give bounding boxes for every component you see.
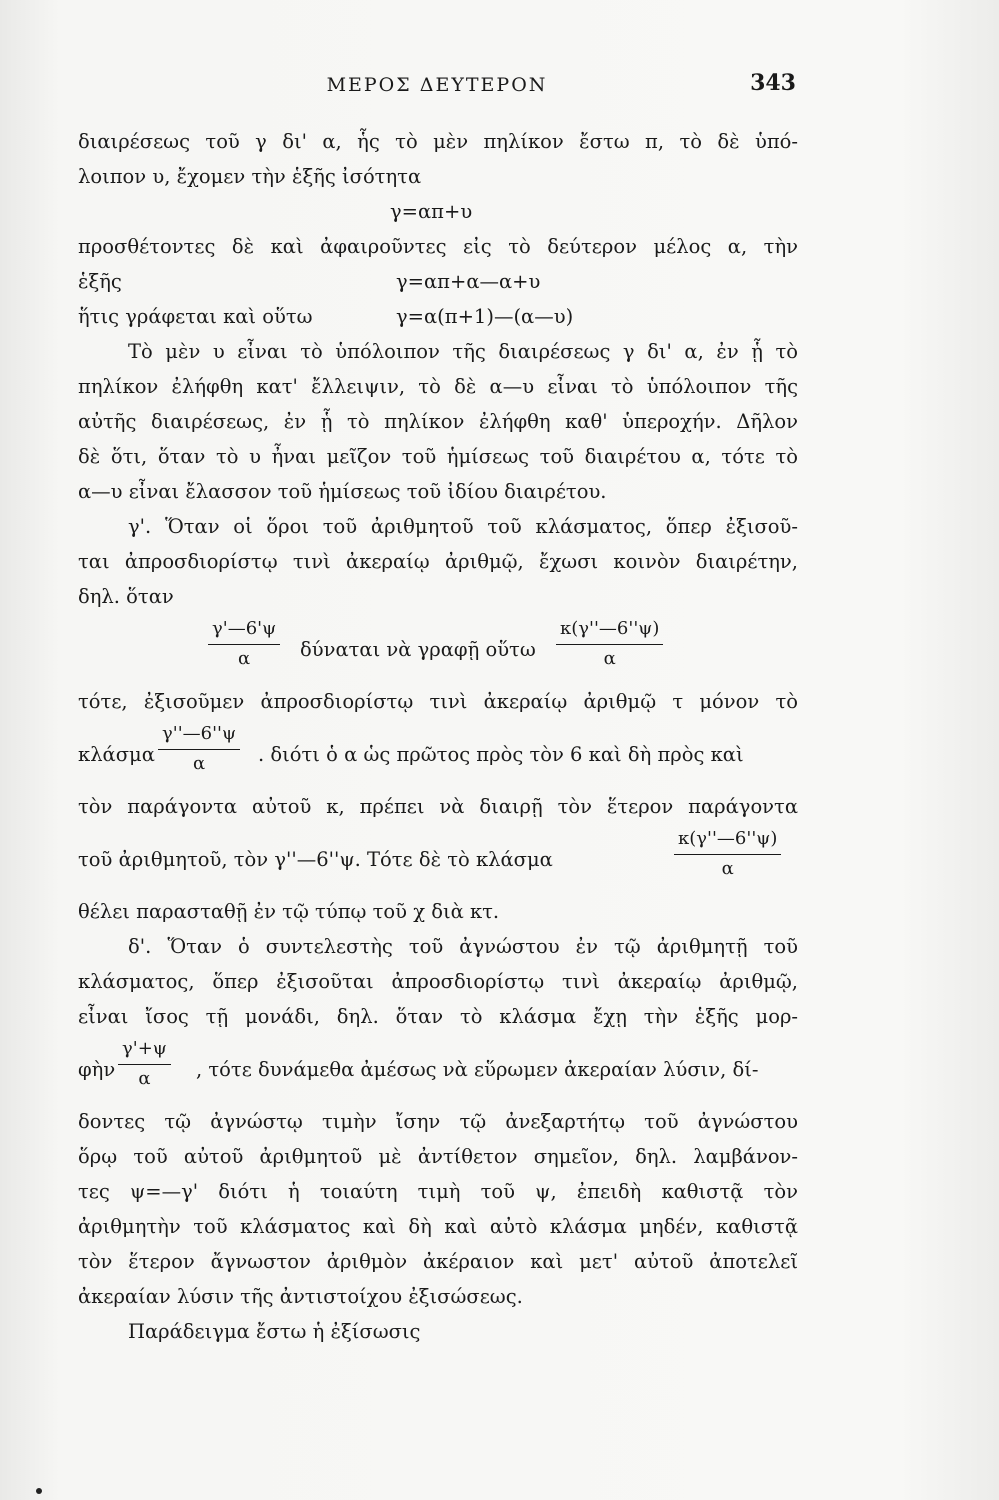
text-fragment: ἑξῆς (78, 270, 122, 293)
fraction-denominator: α (603, 648, 616, 669)
text-line: προσθέτοντες δὲ καὶ ἀφαιροῦντες εἰς τὸ δεύτερον μέλος α, τὴν (78, 235, 798, 258)
text-line: δ'. Ὅταν ὁ συντελεστὴς τοῦ ἀγνώστου ἐν τῷ ἀριθμητῇ τοῦ (128, 935, 798, 958)
page-number: 343 (750, 70, 796, 96)
text-line: αὐτῆς διαιρέσεως, ἐν ᾗ τὸ πηλίκον ἐλήφθη καθ' ὑπεροχήν. Δῆλον (78, 410, 798, 433)
fraction-numerator: κ(γ''—6''ψ) (556, 614, 663, 645)
text-line: Παράδειγμα ἔστω ἡ ἐξίσωσις (128, 1320, 421, 1343)
fraction-line (78, 614, 798, 684)
text-line: λοιπον υ, ἔχομεν τὴν ἑξῆς ἰσότητα (78, 165, 422, 188)
text-line: α—υ εἶναι ἔλασσον τοῦ ἡμίσεως τοῦ ἰδίου διαιρέτου. (78, 480, 607, 503)
text-line: ἀκεραίαν λύσιν τῆς ἀντιστοίχου ἐξισώσεως. (78, 1285, 523, 1308)
text-line: δοντες τῷ ἀγνώστῳ τιμὴν ἴσην τῷ ἀνεξαρτήτῳ τοῦ ἀγνώστου (78, 1110, 798, 1133)
fraction-numerator: γ'—6'ψ (208, 614, 280, 645)
fraction-denominator: α (138, 1068, 151, 1089)
text-fragment: τοῦ ἀριθμητοῦ, τὸν γ''—6''ψ. Τότε δὲ τὸ κλάσμα (78, 848, 553, 871)
text-line: τὸν παράγοντα αὐτοῦ κ, πρέπει νὰ διαιρῇ τὸν ἕτερον παράγοντα (78, 795, 798, 818)
text-line: θέλει παρασταθῇ ἐν τῷ τύπῳ τοῦ χ διὰ κτ. (78, 900, 500, 923)
text-fragment: φὴν (78, 1058, 116, 1081)
fraction (208, 614, 280, 673)
text-line: τὸν ἕτερον ἄγνωστον ἀριθμὸν ἀκέραιον καὶ μετ' αὐτοῦ ἀποτελεῖ (78, 1250, 798, 1273)
fraction-denominator: α (238, 648, 251, 669)
fraction-denominator: α (721, 858, 734, 879)
fraction-line (78, 824, 798, 894)
text-fragment: , τότε δυνάμεθα ἀμέσως νὰ εὕρωμεν ἀκεραίαν λύσιν, δί- (196, 1058, 759, 1081)
ink-speck (36, 1488, 42, 1494)
text-fragment: . διότι ὁ α ὡς πρῶτος πρὸς τὸν 6 καὶ δὴ πρὸς καὶ (258, 743, 744, 766)
equation-line (78, 264, 798, 299)
text-line: ὅρῳ τοῦ αὐτοῦ ἀριθμητοῦ μὲ ἀντίθετον σημεῖον, δηλ. λαμβάνον- (78, 1145, 798, 1168)
equation: γ=απ+α—α+υ (396, 270, 541, 293)
text-line: τες ψ=—γ' διότι ἡ τοιαύτη τιμὴ τοῦ ψ, ἐπειδὴ καθιστᾷ τὸν (78, 1180, 798, 1203)
fraction (158, 719, 240, 778)
fraction-line (78, 719, 798, 789)
equation: γ=α(π+1)—(α—υ) (396, 305, 574, 328)
fraction (118, 1034, 171, 1093)
text-fragment: κλάσμα (78, 743, 155, 766)
fraction-numerator: κ(γ''—6''ψ) (674, 824, 781, 855)
page-header (78, 70, 796, 106)
body-text (78, 124, 798, 1349)
text-line: δὲ ὅτι, ὅταν τὸ υ ἦναι μεῖζον τοῦ ἡμίσεως τοῦ διαιρέτου α, τότε τὸ (78, 445, 798, 468)
text-line: κλάσματος, ὅπερ ἐξισοῦται ἀπροσδιορίστῳ τινὶ ἀκεραίῳ ἀριθμῷ, (78, 970, 798, 993)
text-line: πηλίκον ἐλήφθη κατ' ἔλλειψιν, τὸ δὲ α—υ εἶναι τὸ ὑπόλοιπον τῆς (78, 375, 798, 398)
text-fragment: δύναται νὰ γραφῇ οὕτω (300, 638, 536, 661)
text-line: διαιρέσεως τοῦ γ δι' α, ἧς τὸ μὲν πηλίκον ἔστω π, τὸ δὲ ὑπό- (78, 130, 798, 153)
fraction-denominator: α (192, 753, 206, 774)
fraction (556, 614, 663, 673)
fraction-numerator: γ'+ψ (118, 1034, 171, 1065)
text-line: ται ἀπροσδιορίστῳ τινὶ ἀκεραίῳ ἀριθμῷ, ἔχωσι κοινὸν διαιρέτην, (78, 550, 798, 573)
equation: γ=απ+υ (390, 200, 473, 223)
text-line: γ'. Ὅταν οἱ ὅροι τοῦ ἀριθμητοῦ τοῦ κλάσματος, ὅπερ ἐξισοῦ- (128, 515, 798, 538)
text-line: ἀριθμητὴν τοῦ κλάσματος καὶ δὴ καὶ αὐτὸ κλάσμα μηδέν, καθιστᾷ (78, 1215, 798, 1238)
text-fragment: ἥτις γράφεται καὶ οὕτω (78, 305, 313, 328)
equation-line (78, 194, 798, 229)
text-line: Τὸ μὲν υ εἶναι τὸ ὑπόλοιπον τῆς διαιρέσεως γ δι' α, ἐν ᾗ τὸ (128, 340, 798, 363)
text-line: δηλ. ὅταν (78, 585, 174, 608)
fraction (674, 824, 781, 883)
fraction-line (78, 1034, 798, 1104)
text-line: τότε, ἐξισοῦμεν ἀπροσδιορίστῳ τινὶ ἀκεραίῳ ἀριθμῷ τ μόνον τὸ (78, 690, 798, 713)
equation-line (78, 299, 798, 334)
fraction-numerator: γ''—6''ψ (158, 719, 240, 750)
text-line: εἶναι ἴσος τῇ μονάδι, δηλ. ὅταν τὸ κλάσμα ἔχῃ τὴν ἑξῆς μορ- (78, 1005, 798, 1028)
running-head: ΜΕΡΟΣ ΔΕΥΤΕΡΟΝ (326, 74, 548, 96)
